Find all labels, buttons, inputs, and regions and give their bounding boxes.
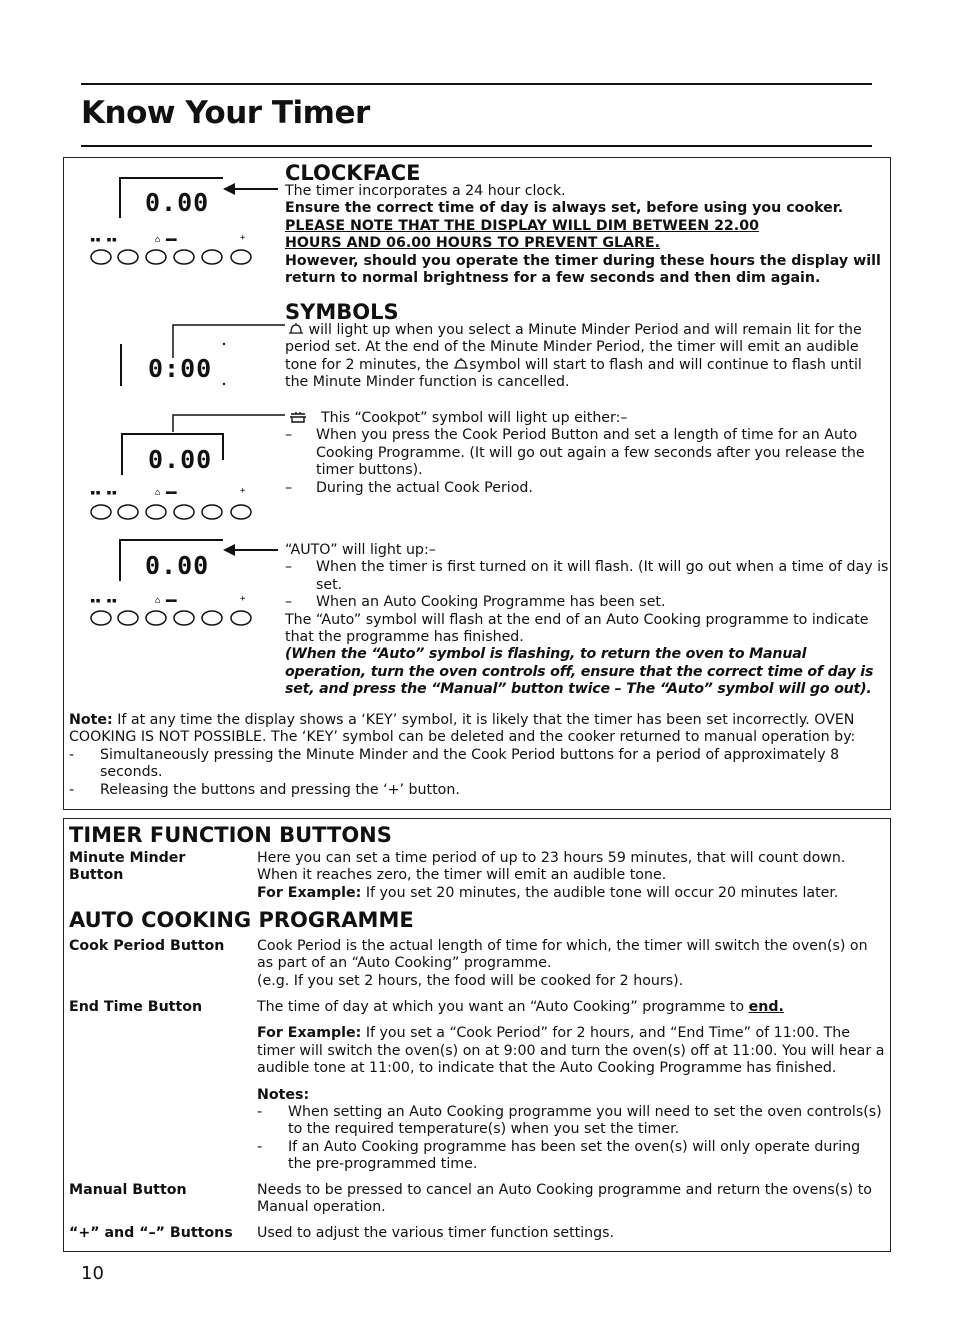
svg-text:⌂ ▬▬: ⌂ ▬▬ (155, 488, 177, 498)
cookpot-description (285, 410, 890, 497)
notes-item: - When setting an Auto Cooking programme you will need to set the oven controls(s) to the required temperature(s) when you set the timer. (257, 1104, 882, 1138)
notes-item: - If an Auto Cooking programme has been set the oven(s) will only operate during the pre-programmed time. (257, 1138, 861, 1173)
end-time-label: End Time Button (69, 999, 203, 1015)
symbols-heading: SYMBOLS (285, 300, 399, 324)
auto-item: – When an Auto Cooking Programme has been set. (285, 594, 666, 611)
cookpot-intro: This “Cookpot” symbol will light up either:– (321, 410, 628, 426)
auto-flash-text: The “Auto” symbol will flash at the end of an Auto Cooking programme to indicate that the programme has finished. (285, 611, 869, 646)
auto-flash-note: (When the “Auto” symbol is flashing, to return the oven to Manual operation, turn the oven controls off, ensure that the correct time of day is set, and press the “Manual” button twice – The “Auto” symbol will go out). (285, 646, 874, 698)
clockface-body (285, 183, 890, 287)
clockface-heading: CLOCKFACE (285, 161, 421, 185)
minute-minder-label: Minute Minder Button (69, 850, 186, 884)
minute-minder-description: Here you can set a time period of up to 23 hours 59 minutes, that will count down. When it reaches zero, the timer will emit an audible tone. For Example: If you set 20 minutes, the audible tone will occur 20 minutes later. (257, 850, 846, 901)
top-rule (81, 83, 872, 85)
timer-buttons-heading: TIMER FUNCTION BUTTONS (69, 823, 392, 847)
svg-text:+: + (240, 594, 246, 604)
svg-text:⌂ ▬▬: ⌂ ▬▬ (155, 596, 177, 606)
svg-text:▪▪ ▪▪: ▪▪ ▪▪ (90, 235, 118, 245)
bell-readout: 0:00 (148, 354, 213, 383)
timer-display-auto (85, 535, 285, 630)
key-note (69, 712, 884, 799)
auto-readout: 0.00 (145, 551, 210, 580)
clockface-line1: The timer incorporates a 24 hour clock. (285, 183, 566, 199)
manual-button-description: Needs to be pressed to cancel an Auto Cooking programme and return the ovens(s) to Manual operation. (257, 1182, 872, 1216)
svg-text:+: + (240, 486, 246, 496)
cookpot-icon (288, 410, 308, 424)
cook-period-description: Cook Period is the actual length of time for which, the timer will switch the oven(s) on as part of an “Auto Cooking” programme. (e.g. If you set 2 hours, the food will be cooked for 2 hours). (257, 938, 868, 989)
clockface-dim-line2: HOURS AND 06.00 HOURS TO PREVENT GLARE. (285, 235, 660, 252)
plus-minus-label: “+” and “–” Buttons (69, 1225, 233, 1241)
svg-text:⌂ ▬▬: ⌂ ▬▬ (155, 235, 177, 245)
notes-label: Notes: (257, 1086, 310, 1103)
bell-icon (288, 322, 304, 336)
timer-display-clock (85, 170, 285, 270)
auto-intro: “AUTO” will light up:– (285, 542, 436, 558)
cookpot-readout: 0.00 (148, 445, 213, 474)
cook-period-label: Cook Period Button (69, 938, 225, 954)
svg-text:▪▪ ▪▪: ▪▪ ▪▪ (90, 488, 118, 498)
bell-text-end: symbol will start to flash and will continue to flash until the Minute Minder function is cancelled. (285, 356, 862, 391)
clock-readout: 0.00 (145, 188, 210, 217)
clockface-line2: Ensure the correct time of day is always set, before using you cooker. (285, 200, 844, 217)
cookpot-item: – During the actual Cook Period. (285, 479, 533, 496)
page-title: Know Your Timer (81, 95, 370, 131)
end-time-description: The time of day at which you want an “Auto Cooking” programme to end. For Example: If you set a “Cook Period” for 2 hours, and “End Time” of 11:00. The timer will switch the oven(s) on at 9:00 and turn the oven(s) off at 11:00. You will hear a audible tone at 11:00, to indicate that the Auto Cooking Programme has finished. Notes: - When setting an Auto Cooking programme you will need to set the oven controls(s) to the required temperature(s) when you set the timer. - If an Auto Cooking programme has been set the oven(s) will only operate during the pre-programmed time. (257, 999, 887, 1174)
auto-description (285, 542, 890, 699)
note-item: - Releasing the buttons and pressing the ‘+’ button. (69, 781, 460, 798)
plus-minus-description: Used to adjust the various timer function settings. (257, 1225, 615, 1241)
note-item: - Simultaneously pressing the Minute Minder and the Cook Period buttons for a period of approximately 8 seconds. (69, 746, 840, 781)
manual-button-label: Manual Button (69, 1182, 187, 1198)
auto-programme-heading: AUTO COOKING PROGRAMME (69, 908, 414, 932)
svg-text:+: + (240, 233, 246, 243)
svg-text:▪▪ ▪▪: ▪▪ ▪▪ (90, 596, 118, 606)
note-label: Note: (69, 712, 113, 728)
note-text: If at any time the display shows a ‘KEY’ symbol, it is likely that the timer has been set incorrectly. OVEN COOKING IS NOT POSSIBLE. The ‘KEY’ symbol can be deleted and the cooker returned to manual operation by: (69, 712, 856, 746)
bell-icon-inline (453, 357, 469, 371)
title-underline (81, 145, 872, 147)
bell-description (285, 322, 888, 392)
cookpot-item: – When you press the Cook Period Button and set a length of time for an Auto Cooking Programme. (It will go out again a few seconds after you release the timer buttons). (285, 427, 865, 479)
bell-text-start: will light up when you select a Minute Minder Period and will remain lit for the period set. At the end of the Minute Minder Period, the timer will emit an audible tone for 2 minutes, the (285, 322, 862, 373)
auto-item: – When the timer is first turned on it will flash. (It will go out when a time of day is set. (285, 559, 889, 593)
clockface-dim-line1: PLEASE NOTE THAT THE DISPLAY WILL DIM BETWEEN 22.00 (285, 217, 759, 234)
clockface-brightness: However, should you operate the timer during these hours the display will return to normal brightness for a few seconds and then dim again. (285, 252, 881, 287)
page-number: 10 (81, 1263, 104, 1284)
